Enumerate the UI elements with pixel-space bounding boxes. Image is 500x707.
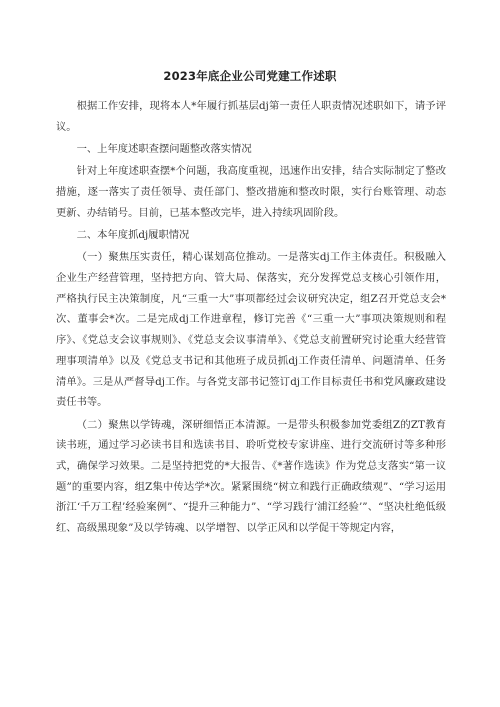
section-heading-1: 一、上年度述职查摆问题整改落实情况: [76, 143, 252, 155]
section-heading-2: 二、本年度抓dj履职情况: [76, 229, 190, 241]
section-2-paragraph-2: （二）聚焦以学铸魂，深研细悟正本清源。一是带头积极参加党委组Z的ZT教育读书班，通过学习必读书目和选读书目、聆听党校专家讲座、进行交流研讨等多种形式，确保学习效果。二是坚持把党的*大报告、《*著作选读》作为党总支落实“第一议题”的重要内容，组Z集中传达学*次。紧紧围绕“树立和践行正确政绩观”、“学习运用浙江‘千万工程’经验案例”、“提升三种能力”、“学习践行‘浦江经验’”、“坚决杜绝低级红、高级黑现象”及以学铸魂、以学增智、以学正风和以学促干等规定内容，: [56, 418, 446, 535]
document-title: 2023年底企业公司党建工作述职: [163, 69, 337, 83]
section-2-paragraph-1: （一）聚焦压实责任，精心谋划高位推动。一是落实dj工作主体责任。积极融入企业生产经营管理，坚持把方向、管大局、保落实，充分发挥党总支核心引领作用，严格执行民主决策制度，凡“三重一大”事项都经过会议研究决定，组Z召开党总支会*次、董事会*次。二是完成dj工作进章程，修订完善《“三重一大”事项决策规则和程序》、《党总支会议事规则》、《党总支会议事清单》、《党总支前置研究讨论重大经营管理事项清单》以及《党总支书记和其他班子成员抓dj工作责任清单、问题清单、任务清单》。三是从严督导dj工作。与各党支部书记签订dj工作目标责任书和党风廉政建设责任书等。: [56, 251, 446, 409]
section-1-paragraph: 针对上年度述职查摆*个问题，我高度重视，迅速作出安排，结合实际制定了整改措施，逐一落实了责任领导、责任部门、整改措施和整改时限，实行台账管理、动态更新、办结销号。目前，已基本整改完毕，进入持续巩固阶段。: [56, 165, 446, 219]
document-body: [56, 96, 446, 540]
intro-paragraph: 根据工作安排，现将本人*年履行抓基层dj第一责任人职责情况述职如下，请予评议。: [56, 100, 446, 133]
